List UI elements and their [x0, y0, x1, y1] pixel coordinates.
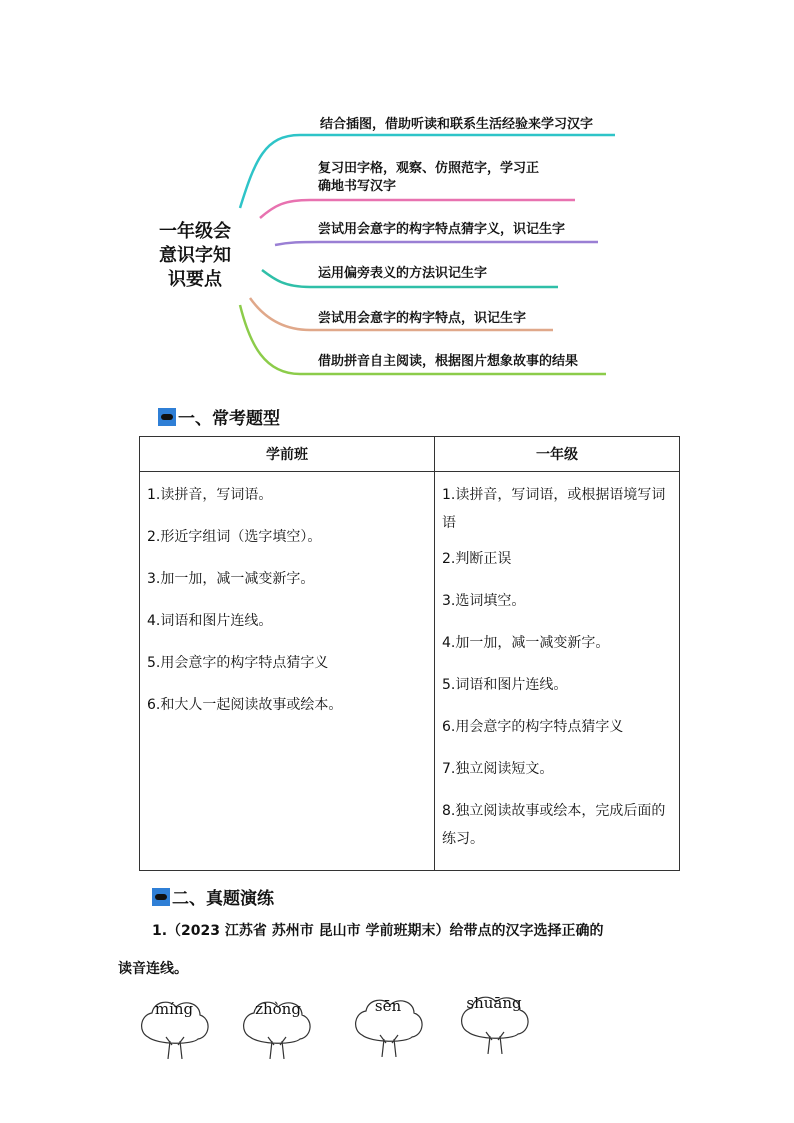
table-cell-preschool: [140, 472, 435, 871]
list-item: 7.独立阅读短文。: [442, 761, 554, 777]
center-line-3: 识要点: [168, 269, 222, 290]
table-cell-grade1: [435, 472, 680, 871]
list-item: 6.用会意字的构字特点猜字义: [442, 719, 624, 735]
question-1-line-2: 读音连线。: [118, 961, 188, 977]
list-item: 1.读拼音，写词语。: [147, 487, 273, 503]
mindmap-branch-4: 运用偏旁表义的方法识记生字: [318, 266, 488, 281]
mindmap-branch-2: 复习田字格，观察、仿照范字，学习正 确地书写汉字: [318, 161, 540, 194]
mindmap-branch-5: 尝试用会意字的构字特点，识记生字: [318, 311, 527, 326]
mindmap-connectors: [0, 0, 794, 400]
list-item: 5.用会意字的构字特点猜字义: [147, 655, 329, 671]
mindmap-branch-1: 结合插图，借助听读和联系生活经验来学习汉字: [320, 117, 594, 132]
list-item: 8.独立阅读故事或绘本，完成后面的练习。: [442, 803, 666, 847]
section-2-header: 二、真题演练: [152, 884, 274, 909]
question-1-line-1: 1.（2023 江苏省 苏州市 昆山市 学前班期末）给带点的汉字选择正确的: [152, 923, 604, 939]
list-item: 6.和大人一起阅读故事或绘本。: [147, 697, 343, 713]
center-line-1: 一年级会: [159, 221, 231, 242]
pinyin-label: míng: [154, 1000, 194, 1018]
pinyin-label: shuāng: [466, 994, 522, 1012]
list-item: 4.词语和图片连线。: [147, 613, 273, 629]
mindmap-branch-6: 借助拼音自主阅读，根据图片想象故事的结果: [318, 354, 579, 369]
list-item: 4.加一加，减一减变新字。: [442, 635, 610, 651]
branch-line-3: [275, 242, 598, 245]
list-item: 5.词语和图片连线。: [442, 677, 568, 693]
table-header-grade1: 一年级: [435, 437, 680, 472]
list-item: 2.判断正误: [442, 551, 512, 567]
pinyin-label: zhòng: [255, 1000, 301, 1018]
list-item: 3.加一加，减一减变新字。: [147, 571, 315, 587]
section-1-header: 一、常考题型: [158, 404, 280, 429]
mindmap-center-title: [150, 220, 240, 292]
list-item: 3.选词填空。: [442, 593, 526, 609]
mindmap-branch-3: 尝试用会意字的构字特点猜字义，识记生字: [318, 222, 566, 237]
pen-icon: [158, 408, 176, 426]
center-line-2: 意识字知: [159, 245, 231, 266]
list-item: 2.形近字组词（选字填空）。: [147, 529, 322, 545]
branch-line-2: [260, 200, 575, 218]
table-header-preschool: 学前班: [140, 437, 435, 472]
pinyin-label: sēn: [374, 997, 402, 1015]
question-types-table: [139, 436, 680, 871]
list-item: 1.读拼音，写词语，或根据语境写词语: [442, 487, 666, 531]
pen-icon: [152, 888, 170, 906]
